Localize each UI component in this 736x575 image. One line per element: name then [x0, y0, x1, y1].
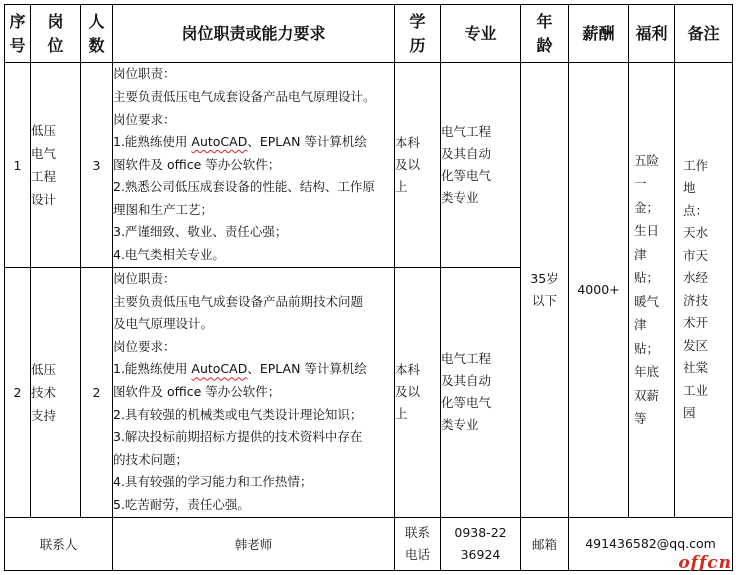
shared-age: [521, 63, 569, 518]
header-count: [81, 5, 113, 63]
duty-line: 3.解决投标前期招标方提供的技术资料中存在: [113, 429, 363, 445]
header-salary: 薪酬: [569, 5, 629, 63]
header-seq-text: 序号: [9, 11, 26, 55]
phone-value-text: 0938-2236924: [454, 524, 507, 562]
table-row: [5, 63, 733, 268]
duty-line: 岗位职责：: [113, 271, 176, 286]
duty-line: 主要负责低压电气成套设备产品电气原理设计。: [113, 88, 376, 104]
duty-line: 图软件及 office 等办公软件；: [113, 383, 281, 399]
header-major: 专业: [441, 5, 521, 63]
phone-value: [441, 517, 521, 570]
row2-major: [441, 268, 521, 518]
row2-seq: 2: [5, 268, 31, 518]
footer-row: [5, 517, 733, 570]
row2-count: 2: [81, 268, 113, 518]
header-duties: 岗位职责或能力要求: [113, 5, 395, 63]
header-education-text: 学历: [409, 11, 426, 55]
spellcheck-underline: AutoCAD: [191, 134, 248, 150]
duty-line: 4.具有较强的学习能力和工作热情；: [113, 474, 313, 490]
contact-label: 联系人: [5, 517, 113, 570]
duty-line: 5.吃苦耐劳，责任心强。: [113, 496, 250, 512]
duty-line: 理图和生产工艺；: [113, 201, 214, 217]
duty-line: 2.具有较强的机械类或电气类设计理论知识；: [113, 406, 363, 422]
header-education: [395, 5, 441, 63]
shared-age-text: 35岁以下: [530, 270, 559, 308]
header-age-text: 年龄: [536, 11, 553, 55]
row1-major-text: 电气工程及其自动化等电气类专业: [441, 124, 492, 205]
row1-seq: 1: [5, 63, 31, 268]
duty-line: 1.能熟练使用 AutoCAD、EPLAN 等计算机绘: [113, 361, 367, 377]
shared-salary: 4000+: [569, 63, 629, 518]
email-label: 邮箱: [521, 517, 569, 570]
duty-line: 岗位职责：: [113, 66, 176, 82]
header-remarks: 备注: [675, 5, 733, 63]
spellcheck-underline: AutoCAD: [191, 361, 248, 377]
row1-major: [441, 63, 521, 268]
shared-benefits-text: 五险一金；生日津贴；暖气津贴；年底双薪等: [634, 152, 660, 427]
recruitment-table: [4, 4, 733, 571]
row2-education-text: 本科及以上: [395, 362, 421, 422]
row2-duties: [113, 268, 395, 518]
duty-line: 4.电气类相关专业。: [113, 247, 225, 263]
row1-count: 3: [81, 63, 113, 268]
header-age: [521, 5, 569, 63]
header-benefits: 福利: [629, 5, 675, 63]
shared-remarks-text: 工作地点：天水市天水经济技术开发区社棠工业园: [683, 157, 709, 421]
phone-label: [395, 517, 441, 570]
header-position: [31, 5, 81, 63]
row2-position: [31, 268, 81, 518]
header-seq: [5, 5, 31, 63]
row1-education: [395, 63, 441, 268]
row1-duties: [113, 63, 395, 268]
offcn-watermark: offcn: [678, 553, 732, 573]
duty-line: 及电气原理设计。: [113, 316, 214, 332]
row2-education: [395, 268, 441, 518]
row2-major-text: 电气工程及其自动化等电气类专业: [441, 351, 492, 433]
duty-line: 3.严谨细致、敬业、责任心强；: [113, 224, 288, 240]
row1-education-text: 本科及以上: [395, 135, 421, 194]
shared-remarks: [675, 63, 733, 518]
duty-line: 图软件及 office 等办公软件；: [113, 156, 281, 172]
email-value: 491436582@qq.com: [569, 517, 733, 570]
duty-line: 2.熟悉公司低压成套设备的性能、结构、工作原: [113, 179, 375, 195]
header-count-text: 人数: [88, 11, 105, 55]
header-row: [5, 5, 733, 63]
row1-position: [31, 63, 81, 268]
shared-benefits: [629, 63, 675, 518]
header-position-text: 岗位: [47, 11, 64, 55]
phone-label-text: 联系电话: [404, 524, 430, 562]
duty-line: 主要负责低压电气成套设备产品前期技术问题: [113, 293, 364, 309]
contact-name: 韩老师: [113, 517, 395, 570]
duty-line: 岗位要求：: [113, 111, 176, 127]
duty-line: 1.能熟练使用 AutoCAD、EPLAN 等计算机绘: [113, 134, 367, 150]
row2-position-text: 低压技术支持: [31, 361, 57, 423]
row1-position-text: 低压电气工程设计: [31, 123, 57, 207]
duty-line: 的技术问题；: [113, 451, 189, 467]
duty-line: 岗位要求：: [113, 338, 176, 354]
